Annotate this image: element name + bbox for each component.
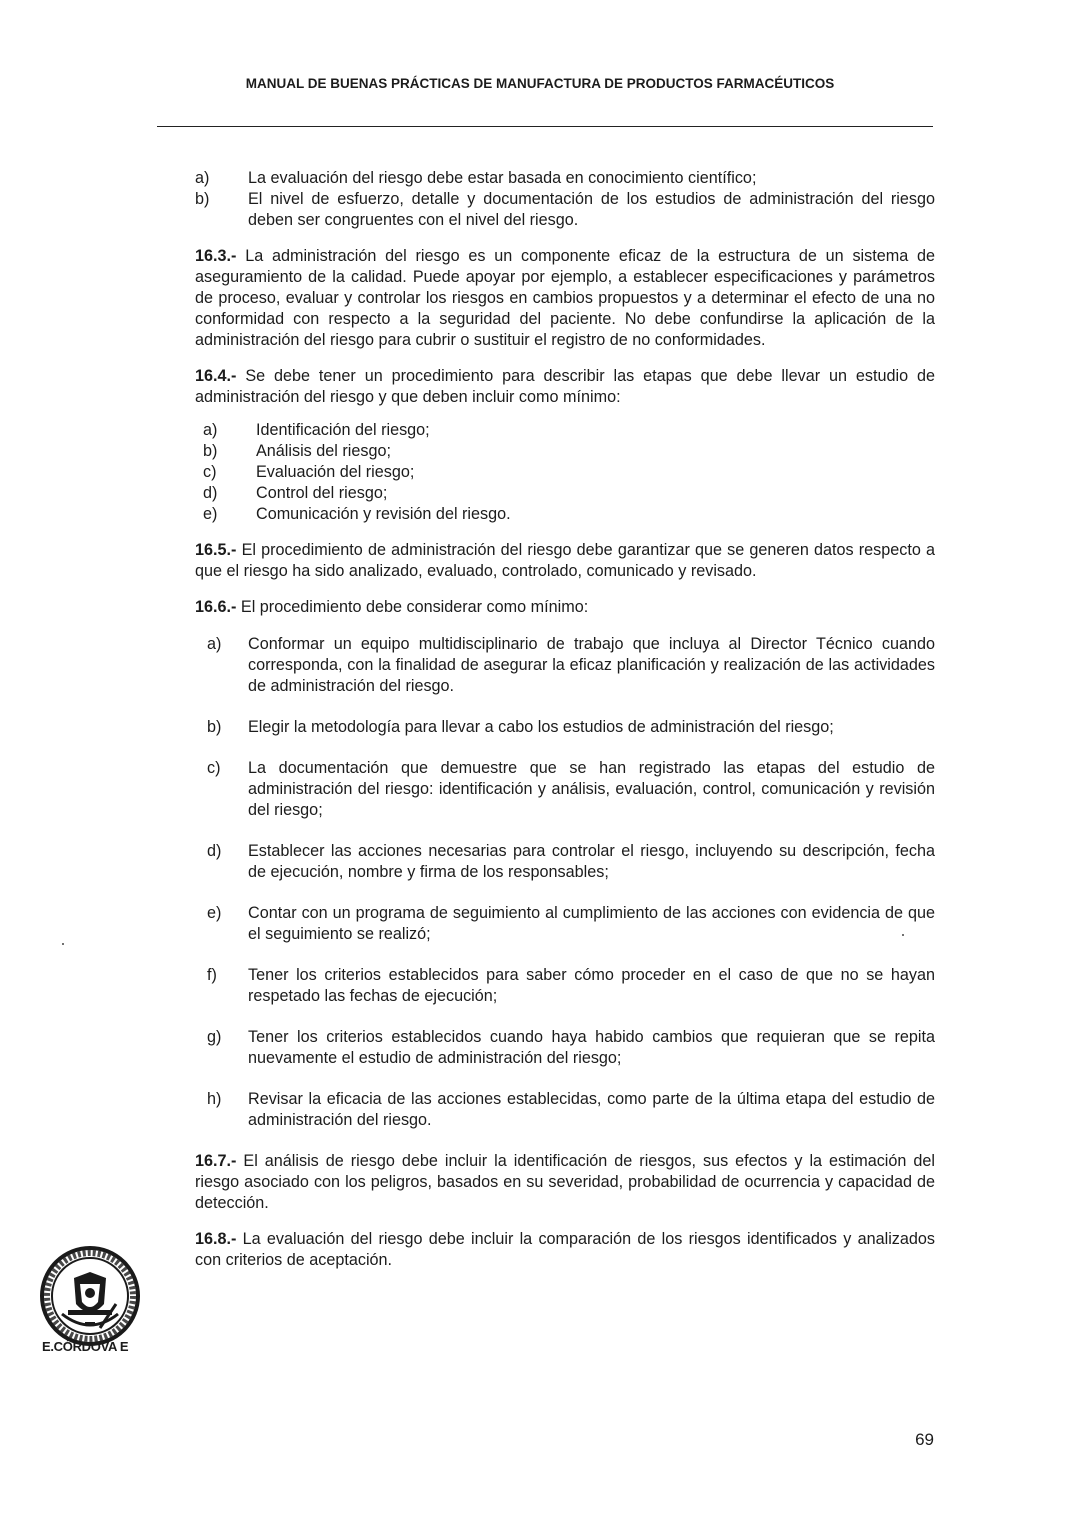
scan-speck [62,943,64,945]
item-text: La evaluación del riesgo debe estar basada en conocimiento científico; [248,169,757,187]
section-16-5 [195,540,935,582]
item-text: Análisis del riesgo; [256,442,391,460]
item-text: Tener los criterios establecidos cuando haya habido cambios que requieran que se repita nuevamente el estudio de administración del riesgo; [248,1028,935,1067]
item-label: d) [207,842,222,860]
item-text: Identificación del riesgo; [256,421,430,439]
list-item [195,168,935,189]
item-label: e) [207,904,222,922]
item-label: g) [207,1028,222,1046]
scan-speck [902,934,904,936]
list-item [207,841,935,883]
item-text: Establecer las acciones necesarias para controlar el riesgo, incluyendo su descripción, fecha de ejecución, nombre y firma de los responsables; [248,842,935,881]
section-text: La administración del riesgo es un componente eficaz de la estructura de un sistema de aseguramiento de la calidad. Puede apoyar por ejemplo, a establecer especificaciones y parámetros de proceso, evaluar y controlar los riesgos en cambios propuestos y a determinar el efecto de una no conformidad con respecto a la seguridad del paciente. No debe confundirse la aplicación de la administración del riesgo para cubrir o sustituir el registro de no conformidades. [195,247,935,349]
item-text: Elegir la metodología para llevar a cabo los estudios de administración del riesgo; [248,718,834,736]
list-item [207,717,935,738]
section-number: 16.4.- [195,367,237,385]
item-text: El nivel de esfuerzo, detalle y documentación de los estudios de administración del riesgo deben ser congruentes con el nivel del riesgo. [248,190,935,229]
section-16-6 [195,597,935,618]
item-label: e) [203,505,218,523]
list-item [203,441,935,462]
page-content [195,168,935,1286]
procedure-requirements-list [207,634,935,1131]
item-text: Revisar la eficacia de las acciones establecidas, como parte de la última etapa del estudio de administración del riesgo. [248,1090,935,1129]
official-seal-icon [38,1244,142,1350]
list-item [207,758,935,821]
section-16-3 [195,246,935,351]
item-label: c) [203,463,217,481]
page-number: 69 [915,1430,934,1449]
stamp-caption: E.CÓRDOVA E [42,1339,129,1354]
list-item [207,1089,935,1131]
list-item [207,634,935,697]
section-16-7 [195,1151,935,1214]
section-text: Se debe tener un procedimiento para describir las etapas que debe llevar un estudio de administración del riesgo y que deben incluir como mínimo: [195,367,935,406]
section-number: 16.5.- [195,541,237,559]
risk-stages-list [203,420,935,525]
section-text: El procedimiento debe considerar como mínimo: [240,598,589,616]
item-label: a) [207,635,222,653]
item-text: Contar con un programa de seguimiento al cumplimiento de las acciones con evidencia de que el seguimiento se realizó; [248,904,935,943]
list-item [203,462,935,483]
item-label: h) [207,1090,222,1108]
item-label: d) [203,484,218,502]
item-text: Evaluación del riesgo; [256,463,415,481]
item-label: c) [207,759,221,777]
section-text: El análisis de riesgo debe incluir la identificación de riesgos, sus efectos y la estimación del riesgo asociado con los peligros, basados en su severidad, probabilidad de ocurrencia y capacidad de detección. [195,1152,936,1212]
list-item [207,1027,935,1069]
section-text: La evaluación del riesgo debe incluir la comparación de los riesgos identificados y analizados con criterios de aceptación. [195,1230,936,1269]
item-text: Conformar un equipo multidisciplinario de trabajo que incluya al Director Técnico cuando corresponda, con la finalidad de asegurar la eficaz planificación y realización de las actividades de administración del riesgo. [248,635,935,695]
section-16-4 [195,366,935,408]
section-number: 16.8.- [195,1230,237,1248]
item-label: b) [195,190,210,208]
item-label: a) [203,421,218,439]
list-item [203,420,935,441]
item-label: a) [195,169,210,187]
item-label: b) [203,442,218,460]
header-rule [157,126,933,127]
section-16-8 [195,1229,935,1271]
item-text: Tener los criterios establecidos para saber cómo proceder en el caso de que no se hayan respetado las fechas de ejecución; [248,966,935,1005]
item-label: b) [207,718,222,736]
item-text: Comunicación y revisión del riesgo. [256,505,511,523]
item-label: f) [207,966,217,984]
list-item [195,189,935,231]
section-number: 16.3.- [195,247,237,265]
section-number: 16.7.- [195,1152,237,1170]
intro-list [195,168,935,231]
list-item [203,483,935,504]
list-item [207,965,935,1007]
list-item [207,903,935,945]
item-text: La documentación que demuestre que se han registrado las etapas del estudio de administración del riesgo: identificación y análisis, evaluación, control, comunicación y revisión del riesgo; [248,759,935,819]
list-item [203,504,935,525]
section-number: 16.6.- [195,598,237,616]
item-text: Control del riesgo; [256,484,388,502]
section-text: El procedimiento de administración del riesgo debe garantizar que se generen datos respecto a que el riesgo ha sido analizado, evaluado, controlado, comunicado y revisado. [195,541,936,580]
running-header: MANUAL DE BUENAS PRÁCTICAS DE MANUFACTURA DE PRODUCTOS FARMACÉUTICOS [245,76,835,91]
